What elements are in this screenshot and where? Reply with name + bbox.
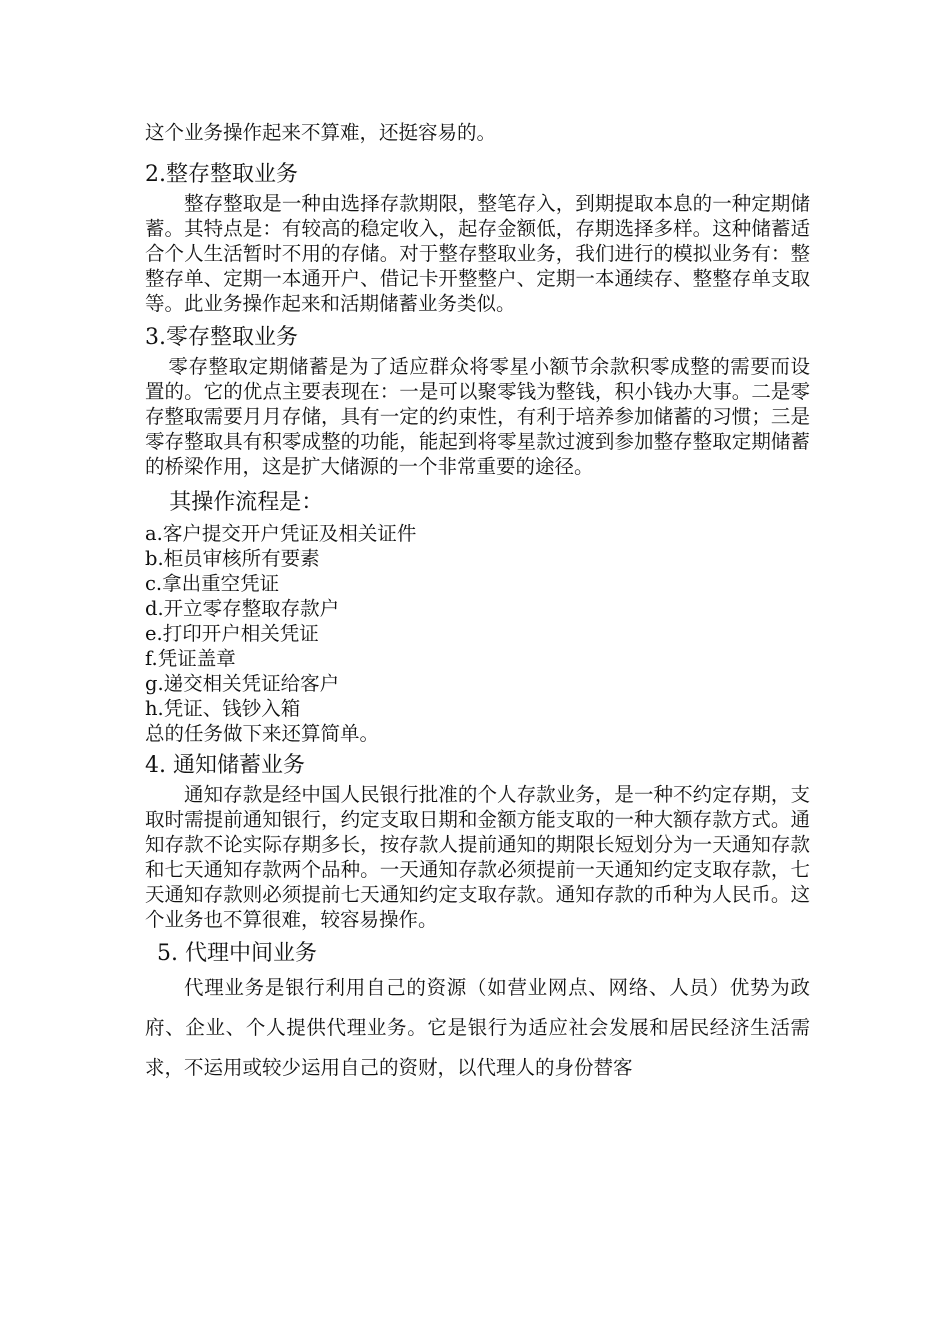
section-3-summary: 总的任务做下来还算简单。 bbox=[145, 722, 380, 745]
flow-step: d.开立零存整取存款户 bbox=[145, 597, 340, 620]
flow-step: b.柜员审核所有要素 bbox=[145, 547, 320, 570]
section-5-heading: 5. 代理中间业务 bbox=[157, 941, 317, 966]
document-page bbox=[145, 118, 810, 1088]
section-4-heading: 4. 通知储蓄业务 bbox=[145, 753, 305, 778]
flow-step: a.客户提交开户凭证及相关证件 bbox=[145, 522, 417, 545]
flow-title: 其操作流程是： bbox=[169, 490, 324, 515]
section-2-paragraph: 整存整取是一种由选择存款期限，整笔存入，到期提取本息的一种定期储蓄。其特点是：有较高的稳定收入，起存金额低，存期选择多样。这种储蓄适合个人生活暂时不用的存储。对于整存整取业务，我们进行的模拟业务有：整整存单、定期一本通开户、借记卡开整整户、定期一本通续存、整整存单支取等。此业务操作起来和活期储蓄业务类似。 bbox=[145, 192, 810, 315]
flow-step: c.拿出重空凭证 bbox=[145, 572, 280, 595]
flow-step: f.凭证盖章 bbox=[145, 647, 236, 670]
flow-step: e.打印开户相关凭证 bbox=[145, 622, 319, 645]
section-2-heading: 2.整存整取业务 bbox=[145, 162, 298, 187]
flow-step: g.递交相关凭证给客户 bbox=[145, 672, 340, 695]
section-5-paragraph: 代理业务是银行利用自己的资源（如营业网点、网络、人员）优势为政府、企业、个人提供代理业务。它是银行为适应社会发展和居民经济生活需求，不运用或较少运用自己的资财，以代理人的身份替客 bbox=[145, 976, 810, 1079]
flow-step: h.凭证、钱钞入箱 bbox=[145, 697, 301, 720]
flow-steps bbox=[145, 521, 810, 721]
section-3-paragraph: 零存整取定期储蓄是为了适应群众将零星小额节余款积零成整的需要而设置的。它的优点主要表现在：一是可以聚零钱为整钱，积小钱办大事。二是零存整取需要月月存储，具有一定的约束性，有利于培养参加储蓄的习惯；三是零存整取具有积零成整的功能，能起到将零星款过渡到参加整存整取定期储蓄的桥梁作用，这是扩大储源的一个非常重要的途径。 bbox=[145, 355, 810, 478]
section-3-heading: 3.零存整取业务 bbox=[145, 325, 298, 350]
intro-paragraph: 这个业务操作起来不算难，还挺容易的。 bbox=[145, 121, 497, 144]
section-4-paragraph: 通知存款是经中国人民银行批准的个人存款业务，是一种不约定存期，支取时需提前通知银行，约定支取日期和金额方能支取的一种大额存款方式。通知存款不论实际存期多长，按存款人提前通知的期限长短划分为一天通知存款和七天通知存款两个品种。一天通知存款必须提前一天通知约定支取存款，七天通知存款则必须提前七天通知约定支取存款。通知存款的币种为人民币。这个业务也不算很难，较容易操作。 bbox=[145, 783, 810, 931]
